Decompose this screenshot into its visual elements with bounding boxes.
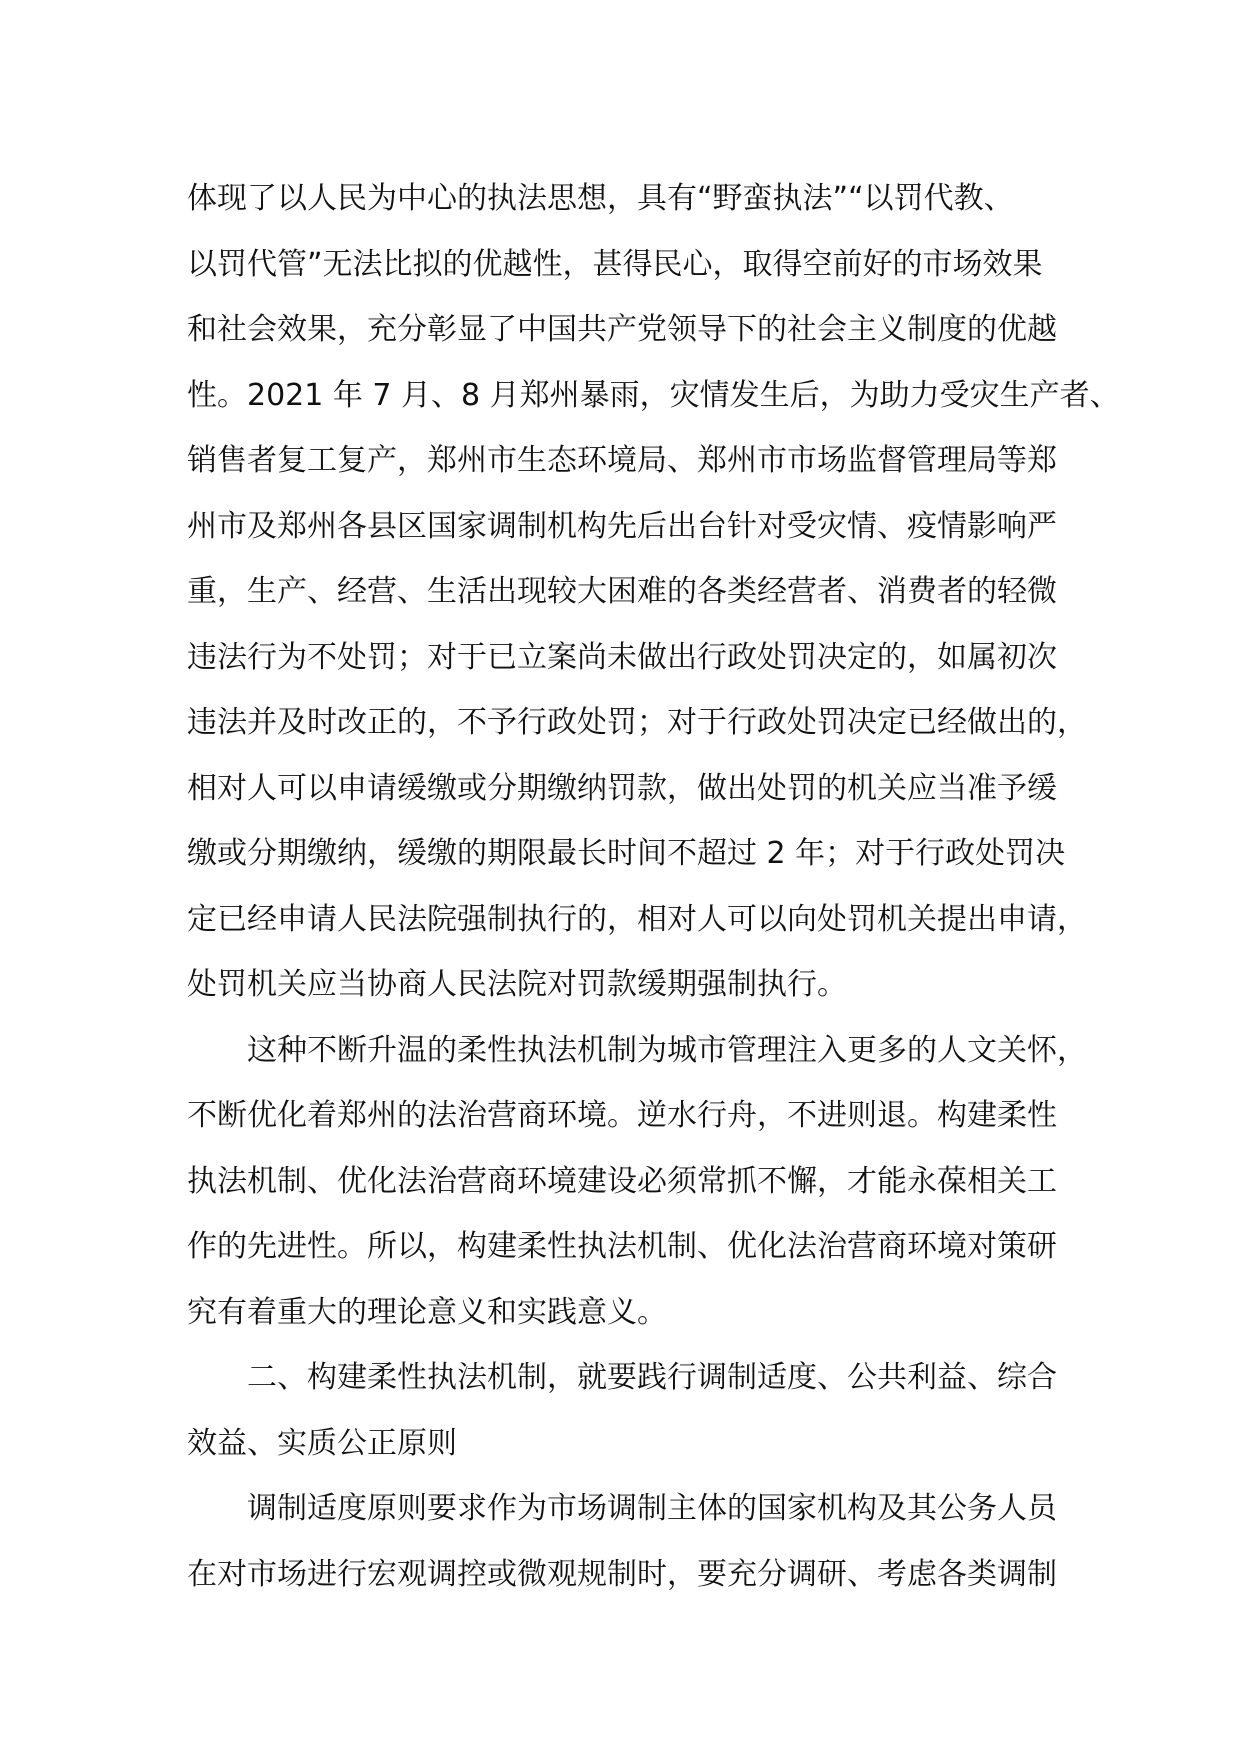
text-line: 执法机制、优化法治营商环境建设必须常抓不懈，才能永葆相关工 [187,1163,1057,1199]
text-line: 重，生产、经营、生活出现较大困难的各类经营者、消费者的轻微 [187,574,1057,609]
text-line: 在对市场进行宏观调控或微观规制时，要充分调研、考虑各类调制 [187,1556,1057,1592]
text-line: 不断优化着郑州的法治营商环境。逆水行舟，不进则退。构建柔性 [187,1098,1057,1133]
text-line: 相对人可以申请缓缴或分期缴纳罚款，做出处罚的机关应当准予缓 [187,770,1057,806]
section-heading-line: 效益、实质公正原则 [187,1425,457,1461]
paragraph-start-line: 调制适度原则要求作为市场调制主体的国家机构及其公务人员 [247,1491,1057,1526]
text-line: 性。2021 年 7 月、8 月郑州暴雨，灾情发生后，为助力受灾生产者、 [187,377,1120,413]
text-line: 以罚代管”无法比拟的优越性，甚得民心，取得空前好的市场效果 [187,246,1043,282]
section-heading-line: 二、构建柔性执法机制，就要践行调制适度、公共利益、综合 [247,1360,1057,1395]
text-line: 销售者复工复产，郑州市生态环境局、郑州市市场监督管理局等郑 [187,443,1057,478]
text-line: 究有着重大的理论意义和实践意义。 [187,1294,667,1330]
paragraph-start-line: 这种不断升温的柔性执法机制为城市管理注入更多的人文关怀， [247,1032,1087,1068]
text-line: 违法并及时改正的，不予行政处罚；对于行政处罚决定已经做出的， [187,705,1087,740]
text-line: 定已经申请人民法院强制执行的，相对人可以向处罚机关提出申请， [187,901,1087,937]
text-line: 处罚机关应当协商人民法院对罚款缓期强制执行。 [187,967,847,1002]
text-line: 体现了以人民为中心的执法思想，具有“野蛮执法”“以罚代教、 [187,181,1014,216]
text-line: 缴或分期缴纳，缓缴的期限最长时间不超过 2 年；对于行政处罚决 [187,836,1066,871]
text-line: 州市及郑州各县区国家调制机构先后出台针对受灾情、疫情影响严 [187,508,1057,544]
body-text [187,166,1120,1607]
text-line: 违法行为不处罚；对于已立案尚未做出行政处罚决定的，如属初次 [187,639,1057,675]
text-line: 和社会效果，充分彰显了中国共产党领导下的社会主义制度的优越 [187,312,1057,347]
text-line: 作的先进性。所以，构建柔性执法机制、优化法治营商环境对策研 [187,1229,1057,1264]
